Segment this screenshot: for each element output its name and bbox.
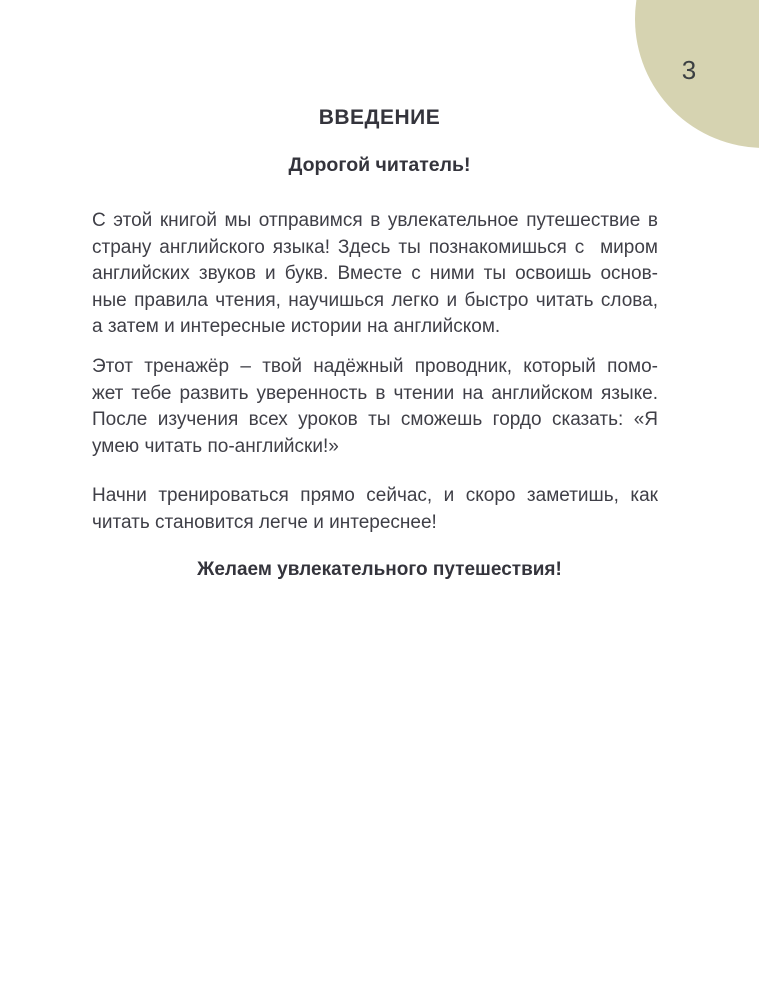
text-line: английских звуков и букв. Вместе с ними ты освоишь основ- <box>92 263 658 285</box>
text-line: страну английского языка! Здесь ты познакомишься с миром <box>92 236 658 258</box>
text-line: читать становится легче и интереснее! <box>92 511 437 533</box>
chapter-title: ВВЕДЕНИЕ <box>318 106 441 129</box>
text-line: После изучения всех уроков ты сможешь гордо сказать: «Я <box>92 409 658 431</box>
page-number: 3 <box>681 55 697 85</box>
text-line: Этот тренажёр – твой надёжный проводник, который помо- <box>92 356 658 377</box>
text-line: Начни тренироваться прямо сейчас, и скоро заметишь, как <box>92 485 658 506</box>
salutation-heading: Дорогой читатель! <box>288 154 471 176</box>
text-line: С этой книгой мы отправимся в увлекательное путешествие в <box>92 210 658 231</box>
text-line: а затем и интересные истории на английском. <box>92 316 501 338</box>
text-line: жет тебе развить уверенность в чтении на английском языке. <box>92 382 658 404</box>
closing-line: Желаем увлекательного путешествия! <box>197 559 562 580</box>
paragraph-1 <box>92 208 658 341</box>
paragraph-2 <box>92 354 658 460</box>
text-line: умею читать по-английски!» <box>92 435 339 457</box>
text-line: ные правила чтения, научишься легко и быстро читать слова, <box>92 289 658 311</box>
paragraph-3 <box>92 483 658 536</box>
